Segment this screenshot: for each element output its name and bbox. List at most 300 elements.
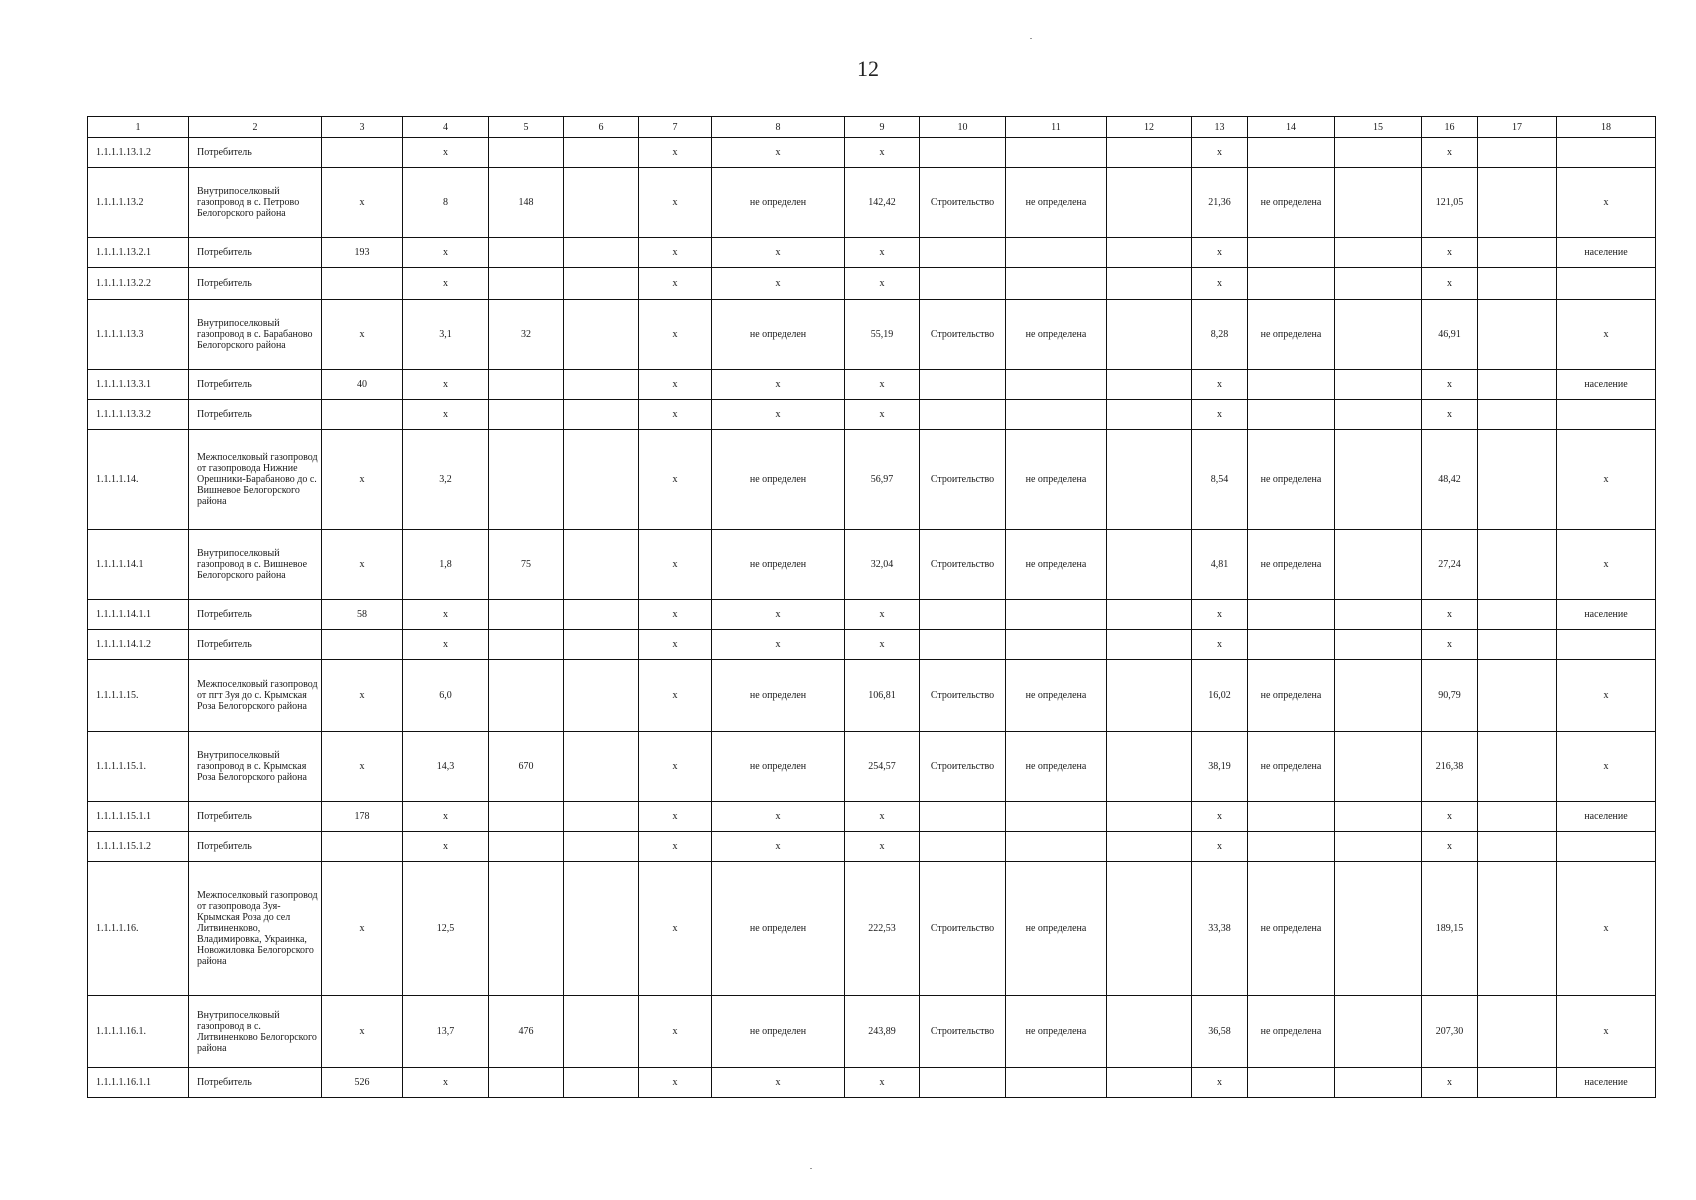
table-cell <box>564 862 639 996</box>
table-cell <box>1107 802 1192 832</box>
table-cell <box>1335 370 1422 400</box>
table-cell: 1.1.1.1.16.1. <box>88 996 189 1068</box>
table-cell: Внутрипоселковый газопровод в с. Крымская Роза Белогорского района <box>189 732 322 802</box>
table-cell: население <box>1557 600 1656 630</box>
table-cell: x <box>403 1068 489 1098</box>
table-cell: x <box>1422 370 1478 400</box>
table-cell <box>1335 732 1422 802</box>
table-row <box>88 1068 1656 1098</box>
table-cell: x <box>639 732 712 802</box>
table-cell <box>920 238 1006 268</box>
table-row <box>88 802 1656 832</box>
table-cell: не определена <box>1006 862 1107 996</box>
table-cell: x <box>1192 832 1248 862</box>
table-cell: x <box>639 862 712 996</box>
table-cell <box>1478 370 1557 400</box>
table-cell: 189,15 <box>1422 862 1478 996</box>
table-cell: 1.1.1.1.13.2 <box>88 168 189 238</box>
table-row <box>88 400 1656 430</box>
table-cell: x <box>639 370 712 400</box>
table-cell: Потребитель <box>189 600 322 630</box>
table-cell: 1.1.1.1.13.2.1 <box>88 238 189 268</box>
table-cell <box>564 630 639 660</box>
table-cell: Межпоселковый газопровод от газопровода Зуя-Крымская Роза до сел Литвиненково, Владимировка, Украинка, Новожиловка Белогорского района <box>189 862 322 996</box>
table-cell: 12,5 <box>403 862 489 996</box>
table-cell <box>1248 370 1335 400</box>
table-cell <box>920 630 1006 660</box>
table-cell: x <box>845 630 920 660</box>
table-cell <box>322 400 403 430</box>
table-cell: x <box>1557 430 1656 530</box>
table-cell: 8,28 <box>1192 300 1248 370</box>
table-cell: Потребитель <box>189 138 322 168</box>
table-cell <box>1107 862 1192 996</box>
table-cell: не определена <box>1248 996 1335 1068</box>
table-cell: 178 <box>322 802 403 832</box>
table-cell <box>1107 268 1192 300</box>
table-cell: 1.1.1.1.13.2.2 <box>88 268 189 300</box>
table-cell <box>1107 138 1192 168</box>
table-cell <box>920 268 1006 300</box>
table-cell: 8,54 <box>1192 430 1248 530</box>
table-cell <box>1248 832 1335 862</box>
table-cell: не определена <box>1248 732 1335 802</box>
table-cell: x <box>845 600 920 630</box>
table-cell <box>564 400 639 430</box>
table-cell <box>1478 400 1557 430</box>
table-cell <box>564 370 639 400</box>
column-header: 9 <box>845 117 920 138</box>
table-cell <box>1335 802 1422 832</box>
table-cell: x <box>403 238 489 268</box>
table-cell: x <box>845 832 920 862</box>
column-header: 17 <box>1478 117 1557 138</box>
table-cell <box>920 138 1006 168</box>
table-cell: 13,7 <box>403 996 489 1068</box>
table-cell: x <box>322 300 403 370</box>
table-cell: 1.1.1.1.13.3.1 <box>88 370 189 400</box>
table-cell: не определена <box>1248 168 1335 238</box>
table-cell: 36,58 <box>1192 996 1248 1068</box>
table-cell: Межпоселковый газопровод от пгт Зуя до с. Крымская Роза Белогорского района <box>189 660 322 732</box>
table-cell: x <box>639 600 712 630</box>
table-cell: население <box>1557 238 1656 268</box>
table-cell: 243,89 <box>845 996 920 1068</box>
table-cell: x <box>639 832 712 862</box>
table-cell: x <box>1557 168 1656 238</box>
data-table <box>87 116 1656 1098</box>
table-cell <box>1107 1068 1192 1098</box>
table-cell: x <box>1192 802 1248 832</box>
column-header: 15 <box>1335 117 1422 138</box>
table-row <box>88 832 1656 862</box>
table-cell <box>1478 862 1557 996</box>
table-cell <box>564 1068 639 1098</box>
column-header: 13 <box>1192 117 1248 138</box>
table-cell <box>489 600 564 630</box>
table-cell: x <box>1422 138 1478 168</box>
table-cell: x <box>403 630 489 660</box>
table-cell: 1.1.1.1.15.1.2 <box>88 832 189 862</box>
table-cell: не определена <box>1006 530 1107 600</box>
table-cell <box>1248 1068 1335 1098</box>
table-row <box>88 732 1656 802</box>
table-cell: 670 <box>489 732 564 802</box>
table-cell <box>1107 530 1192 600</box>
table-cell: x <box>639 268 712 300</box>
table-cell: Потребитель <box>189 238 322 268</box>
column-header: 4 <box>403 117 489 138</box>
table-cell: не определен <box>712 660 845 732</box>
table-cell: население <box>1557 802 1656 832</box>
table-cell: Строительство <box>920 732 1006 802</box>
table-cell: x <box>1192 630 1248 660</box>
table-cell: x <box>403 268 489 300</box>
table-cell <box>1478 832 1557 862</box>
table-cell: 21,36 <box>1192 168 1248 238</box>
table-cell: не определен <box>712 168 845 238</box>
table-cell: x <box>1192 238 1248 268</box>
table-cell: Внутрипоселковый газопровод в с. Барабаново Белогорского района <box>189 300 322 370</box>
table-cell: x <box>403 600 489 630</box>
table-cell <box>1006 600 1107 630</box>
table-cell: x <box>845 138 920 168</box>
table-cell: не определен <box>712 300 845 370</box>
table-cell: 38,19 <box>1192 732 1248 802</box>
table-cell: не определена <box>1248 660 1335 732</box>
table-cell: 46,91 <box>1422 300 1478 370</box>
table-cell: 8 <box>403 168 489 238</box>
table-cell: 207,30 <box>1422 996 1478 1068</box>
column-header: 5 <box>489 117 564 138</box>
table-cell <box>564 168 639 238</box>
table-cell: 3,2 <box>403 430 489 530</box>
table-cell: x <box>712 238 845 268</box>
table-cell: не определен <box>712 862 845 996</box>
table-cell: x <box>1422 600 1478 630</box>
table-cell: не определена <box>1006 430 1107 530</box>
table-cell <box>1478 600 1557 630</box>
table-cell: 1.1.1.1.13.1.2 <box>88 138 189 168</box>
table-cell: x <box>1557 996 1656 1068</box>
table-cell: x <box>322 168 403 238</box>
table-cell: x <box>712 802 845 832</box>
table-cell: 75 <box>489 530 564 600</box>
table-cell: Строительство <box>920 530 1006 600</box>
table-cell <box>564 300 639 370</box>
table-cell <box>1107 996 1192 1068</box>
table-cell: 6,0 <box>403 660 489 732</box>
table-cell: x <box>403 370 489 400</box>
table-cell <box>1248 238 1335 268</box>
table-cell: x <box>639 430 712 530</box>
table-cell <box>1107 168 1192 238</box>
table-cell: не определен <box>712 732 845 802</box>
table-cell <box>920 600 1006 630</box>
table-cell: Потребитель <box>189 370 322 400</box>
table-cell: x <box>1422 400 1478 430</box>
table-cell: 1.1.1.1.16.1.1 <box>88 1068 189 1098</box>
table-cell <box>1335 168 1422 238</box>
table-cell <box>1335 400 1422 430</box>
table-cell: 216,38 <box>1422 732 1478 802</box>
table-cell <box>1335 600 1422 630</box>
table-cell <box>1478 1068 1557 1098</box>
table-cell: не определена <box>1006 168 1107 238</box>
table-cell <box>564 268 639 300</box>
table-cell <box>1478 660 1557 732</box>
table-cell <box>1335 530 1422 600</box>
table-cell <box>489 370 564 400</box>
table-row <box>88 300 1656 370</box>
table-cell: x <box>845 268 920 300</box>
table-cell <box>1006 238 1107 268</box>
table-cell: не определена <box>1006 732 1107 802</box>
table-cell: 32,04 <box>845 530 920 600</box>
table-cell <box>920 1068 1006 1098</box>
table-cell <box>1107 370 1192 400</box>
table-cell: не определена <box>1248 530 1335 600</box>
column-header: 16 <box>1422 117 1478 138</box>
table-cell: не определена <box>1006 660 1107 732</box>
table-row <box>88 600 1656 630</box>
table-cell <box>1335 832 1422 862</box>
table-cell: x <box>639 400 712 430</box>
table-cell: Внутрипоселковый газопровод в с. Литвиненково Белогорского района <box>189 996 322 1068</box>
table-cell: x <box>639 300 712 370</box>
header-row <box>88 117 1656 138</box>
table-cell <box>489 832 564 862</box>
table-cell <box>1335 268 1422 300</box>
table-cell <box>1335 660 1422 732</box>
table-cell <box>489 660 564 732</box>
table-cell <box>1557 400 1656 430</box>
table-cell: x <box>403 802 489 832</box>
table-cell <box>1006 832 1107 862</box>
table-cell: Строительство <box>920 660 1006 732</box>
table-cell <box>1248 802 1335 832</box>
table-cell: x <box>639 630 712 660</box>
table-cell: x <box>1422 238 1478 268</box>
table-cell <box>1107 430 1192 530</box>
table-cell: x <box>322 996 403 1068</box>
table-cell: 1.1.1.1.13.3 <box>88 300 189 370</box>
table-cell <box>1478 138 1557 168</box>
table-cell: x <box>712 370 845 400</box>
table-cell: 1.1.1.1.14.1.1 <box>88 600 189 630</box>
table-cell <box>1107 300 1192 370</box>
table-cell: x <box>403 138 489 168</box>
table-cell: Строительство <box>920 300 1006 370</box>
column-header: 6 <box>564 117 639 138</box>
table-cell: x <box>1422 630 1478 660</box>
table-cell: x <box>1192 400 1248 430</box>
table-cell: x <box>1192 370 1248 400</box>
table-cell <box>1478 630 1557 660</box>
table-row <box>88 238 1656 268</box>
table-cell: 27,24 <box>1422 530 1478 600</box>
table-cell: x <box>1557 530 1656 600</box>
table-cell: 40 <box>322 370 403 400</box>
table-cell: Потребитель <box>189 832 322 862</box>
table-cell: x <box>845 238 920 268</box>
table-cell: население <box>1557 1068 1656 1098</box>
table-cell: x <box>639 138 712 168</box>
table-cell: x <box>403 832 489 862</box>
table-cell: x <box>845 400 920 430</box>
table-cell: не определена <box>1248 430 1335 530</box>
table-cell: 1.1.1.1.14. <box>88 430 189 530</box>
table-cell <box>564 430 639 530</box>
table-cell: x <box>712 600 845 630</box>
table-row <box>88 138 1656 168</box>
table-cell: Строительство <box>920 862 1006 996</box>
column-header: 18 <box>1557 117 1656 138</box>
table-cell <box>1335 300 1422 370</box>
table-cell: x <box>712 268 845 300</box>
table-cell <box>322 630 403 660</box>
table-cell: 526 <box>322 1068 403 1098</box>
table-cell <box>1006 1068 1107 1098</box>
table-cell <box>920 370 1006 400</box>
table-cell: 1.1.1.1.15. <box>88 660 189 732</box>
table-cell: 33,38 <box>1192 862 1248 996</box>
table-cell <box>1335 862 1422 996</box>
table-cell: 14,3 <box>403 732 489 802</box>
table-cell: Внутрипоселковый газопровод в с. Петрово Белогорского района <box>189 168 322 238</box>
table-cell <box>564 138 639 168</box>
table-row <box>88 268 1656 300</box>
table-cell: x <box>712 630 845 660</box>
table-cell: Строительство <box>920 430 1006 530</box>
table-cell <box>1107 732 1192 802</box>
table-cell <box>564 238 639 268</box>
table-row <box>88 168 1656 238</box>
table-cell: 222,53 <box>845 862 920 996</box>
table-cell <box>1478 802 1557 832</box>
table-cell: Межпоселковый газопровод от газопровода Нижние Орешники-Барабаново до с. Вишневое Белогорского района <box>189 430 322 530</box>
table-cell <box>1248 268 1335 300</box>
table-cell <box>1006 370 1107 400</box>
table-cell <box>489 1068 564 1098</box>
table-cell <box>1006 802 1107 832</box>
table-cell: 90,79 <box>1422 660 1478 732</box>
table-cell <box>489 238 564 268</box>
table-cell: 1,8 <box>403 530 489 600</box>
table-cell: 1.1.1.1.14.1 <box>88 530 189 600</box>
table-cell: x <box>639 660 712 732</box>
column-header: 10 <box>920 117 1006 138</box>
table-cell <box>489 430 564 530</box>
table-row <box>88 630 1656 660</box>
table-cell: x <box>1557 732 1656 802</box>
table-cell: x <box>322 660 403 732</box>
table-cell: x <box>639 168 712 238</box>
table-cell <box>1557 138 1656 168</box>
table-cell: x <box>712 400 845 430</box>
table-cell: Строительство <box>920 996 1006 1068</box>
table-cell <box>564 600 639 630</box>
table-cell: x <box>712 1068 845 1098</box>
table-row <box>88 430 1656 530</box>
table-cell: x <box>1422 832 1478 862</box>
table-cell <box>1478 300 1557 370</box>
table-cell: Потребитель <box>189 630 322 660</box>
table-cell <box>1478 238 1557 268</box>
table-cell: x <box>1192 268 1248 300</box>
table-cell: x <box>322 862 403 996</box>
table-cell: x <box>712 832 845 862</box>
table-cell <box>1006 630 1107 660</box>
table-cell: не определен <box>712 430 845 530</box>
table-cell: x <box>1422 268 1478 300</box>
table-cell: 16,02 <box>1192 660 1248 732</box>
column-header: 2 <box>189 117 322 138</box>
table-cell <box>1006 400 1107 430</box>
table-row <box>88 862 1656 996</box>
table-cell <box>1335 996 1422 1068</box>
column-header: 7 <box>639 117 712 138</box>
table-row <box>88 370 1656 400</box>
table-cell <box>1557 630 1656 660</box>
table-cell <box>1335 138 1422 168</box>
table-cell: 48,42 <box>1422 430 1478 530</box>
table-cell <box>1335 430 1422 530</box>
table-cell: x <box>639 238 712 268</box>
table-cell: не определена <box>1006 300 1107 370</box>
table-cell <box>1006 138 1107 168</box>
table-cell: Внутрипоселковый газопровод в с. Вишневое Белогорского района <box>189 530 322 600</box>
table-cell <box>1478 732 1557 802</box>
table-cell <box>1557 268 1656 300</box>
table-cell: x <box>845 370 920 400</box>
table-cell <box>1335 1068 1422 1098</box>
table-cell <box>1478 268 1557 300</box>
table-cell <box>920 802 1006 832</box>
table-cell: не определена <box>1248 862 1335 996</box>
table-cell: 254,57 <box>845 732 920 802</box>
table-cell <box>1335 238 1422 268</box>
table-cell <box>564 802 639 832</box>
scan-speck <box>1030 38 1032 39</box>
table-row <box>88 660 1656 732</box>
table-cell: x <box>639 802 712 832</box>
table-cell <box>1478 430 1557 530</box>
column-header: 12 <box>1107 117 1192 138</box>
table-cell <box>1248 600 1335 630</box>
table-cell: x <box>845 1068 920 1098</box>
table-cell: население <box>1557 370 1656 400</box>
table-cell <box>489 630 564 660</box>
table-cell: не определен <box>712 996 845 1068</box>
table-cell: не определена <box>1006 996 1107 1068</box>
table-row <box>88 530 1656 600</box>
table-cell: x <box>639 996 712 1068</box>
table-cell: 148 <box>489 168 564 238</box>
table-cell: не определен <box>712 530 845 600</box>
table-cell: Строительство <box>920 168 1006 238</box>
table-cell: x <box>639 530 712 600</box>
table-cell <box>1107 832 1192 862</box>
table-row <box>88 996 1656 1068</box>
table-cell <box>322 832 403 862</box>
table-cell: 1.1.1.1.13.3.2 <box>88 400 189 430</box>
table-cell <box>1248 138 1335 168</box>
column-header: 8 <box>712 117 845 138</box>
table-cell: x <box>1557 660 1656 732</box>
scan-speck <box>810 1168 812 1169</box>
table-cell <box>1107 600 1192 630</box>
